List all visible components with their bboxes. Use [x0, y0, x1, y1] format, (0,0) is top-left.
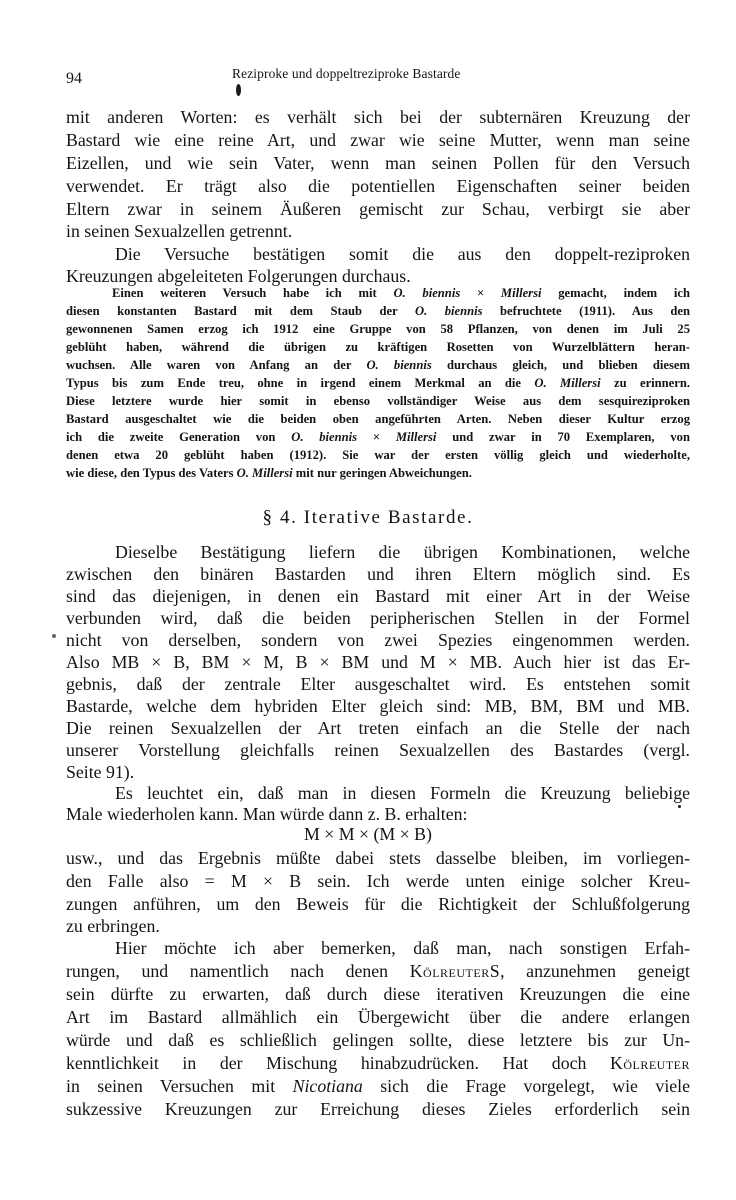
text-line: Dieselbe Bestätigung liefern die übrigen Kombinationen, welche: [115, 542, 690, 562]
text-line: sind das diejenigen, in denen ein Bastard mit einer Art in der Weise: [66, 586, 690, 606]
small-text-line: Diese letztere wurde hier somit in ebenso vollständiger Weise aus dem sesquireziproken: [66, 394, 690, 408]
text-line: kenntlichkeit in der Mischung hinabzudrücken. Hat doch Kölreuter: [66, 1053, 690, 1073]
text-line: unserer Vorstellung gleichfalls reinen Sexualzellen des Bastardes (vergl.: [66, 740, 690, 760]
text-line: Bastarde, welche dem hybriden Elter gleich sind: MB, BM, BM und MB.: [66, 696, 690, 716]
text-line: den Falle also = M × B sein. Ich werde unten einige solcher Kreu-: [66, 871, 690, 891]
small-text-line: Typus bis zum Ende treu, ohne in irgend einem Merkmal an die O. Millersi zu erinnern.: [66, 376, 690, 390]
text-line: Male wiederholen kann. Man würde dann z. B. erhalten:: [66, 804, 468, 824]
text-line: Die Versuche bestätigen somit die aus den doppelt-reziproken: [115, 244, 690, 264]
text-line: usw., und das Ergebnis müßte dabei stets dasselbe bleiben, im vorliegen-: [66, 848, 690, 868]
text-line: mit anderen Worten: es verhält sich bei der subternären Kreuzung der: [66, 107, 690, 127]
text-line: zu erbringen.: [66, 916, 160, 936]
text-line: Hier möchte ich aber bemerken, daß man, nach sonstigen Erfah-: [115, 938, 690, 958]
text-line: Bastard wie eine reine Art, und zwar wie seine Mutter, wenn man seine: [66, 130, 690, 150]
text-line: Eizellen, und wie sein Vater, wenn man seinen Pollen für den Versuch: [66, 153, 690, 173]
ink-speck: [678, 805, 681, 808]
text-line: Es leuchtet ein, daß man in diesen Formeln die Kreuzung beliebige: [115, 783, 690, 803]
text-line: Die reinen Sexualzellen der Art treten einfach an die Stelle der nach: [66, 718, 690, 738]
small-text-line: denen etwa 20 geblüht haben (1912). Sie war der ersten völlig gleich und wiederholte,: [66, 448, 690, 462]
text-line: sein dürfte zu erwarten, daß durch diese iterativen Kreuzungen die eine: [66, 984, 690, 1004]
text-line: rungen, und namentlich nach denen KölreuterS, anzunehmen geneigt: [66, 961, 690, 981]
text-line: verwendet. Er trägt also die potentiellen Eigenschaften seiner beiden: [66, 176, 690, 196]
text-line: in seinen Versuchen mit Nicotiana sich die Frage vorgelegt, wie viele: [66, 1076, 690, 1096]
text-line: gebnis, daß der zentrale Elter ausgeschaltet wird. Es entstehen somit: [66, 674, 690, 694]
text-line: Seite 91).: [66, 762, 135, 782]
text-line: zwischen den binären Bastarden und ihren Eltern möglich sind. Es: [66, 564, 690, 584]
small-text-line: ich die zweite Generation von O. biennis × Millersi und zwar in 70 Exemplaren, von: [66, 430, 690, 444]
page-number: 94: [66, 70, 82, 87]
text-line: Art im Bastard allmählich ein Übergewicht über die andere erlangen: [66, 1007, 690, 1027]
small-text-line: Bastard ausgeschaltet wie die beiden oben angeführten Arten. Neben dieser Kultur erzog: [66, 412, 690, 426]
text-line: verbunden wird, daß die beiden peripherischen Stellen in der Formel: [66, 608, 690, 628]
small-text-line: gewonnenen Samen erzog ich 1912 eine Gruppe von 58 Pflanzen, von denen im Juli 25: [66, 322, 690, 336]
text-line: sukzessive Kreuzungen zur Erreichung dieses Zieles erforderlich sein: [66, 1099, 690, 1119]
text-line: in seinen Sexualzellen getrennt.: [66, 221, 293, 241]
text-line: Kreuzungen abgeleiteten Folgerungen durchaus.: [66, 266, 411, 286]
formula: M × M × (M × B): [304, 824, 432, 844]
small-text-line: wie diese, den Typus des Vaters O. Millersi mit nur geringen Abweichungen.: [66, 466, 472, 480]
text-line: Also MB × B, BM × M, B × BM und M × MB. Auch hier ist das Er-: [66, 652, 690, 672]
running-title: Reziproke und doppeltreziproke Bastarde: [232, 66, 461, 81]
section-heading: § 4. Iterative Bastarde.: [262, 507, 474, 528]
text-line: würde und daß es schließlich gelingen sollte, diese letztere bis zur Un-: [66, 1030, 690, 1050]
text-line: zungen anführen, um den Beweis für die Richtigkeit der Schlußfolgerung: [66, 894, 690, 914]
running-header: [66, 66, 692, 88]
small-text-line: diesen konstanten Bastard mit dem Staub der O. biennis befruchtete (1911). Aus den: [66, 304, 690, 318]
ink-speck: [52, 634, 56, 638]
text-line: Eltern zwar in seinem Äußeren gemischt zur Schau, verbirgt sie aber: [66, 199, 690, 219]
ink-speck: [236, 84, 241, 96]
small-text-line: geblüht haben, während die übrigen zu kräftigen Rosetten von Wurzelblättern heran-: [66, 340, 690, 354]
small-text-line: Einen weiteren Versuch habe ich mit O. biennis × Millersi gemacht, indem ich: [112, 286, 690, 300]
text-line: nicht von derselben, sondern von zwei Spezies eingenommen werden.: [66, 630, 690, 650]
small-text-line: wuchsen. Alle waren von Anfang an der O. biennis durchaus gleich, und blieben diesem: [66, 358, 691, 372]
